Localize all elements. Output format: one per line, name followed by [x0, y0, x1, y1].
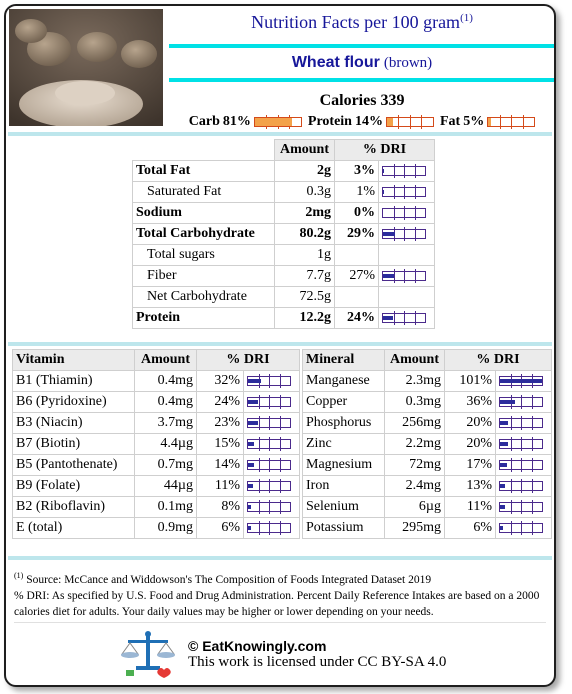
food-name-text: Wheat flour	[291, 54, 380, 71]
bar-tick	[269, 437, 270, 451]
vitamin-dri-bar-cell	[244, 371, 300, 392]
bar-tick	[521, 500, 522, 514]
bar-tick	[410, 115, 411, 129]
mineral-dri: 17%	[445, 455, 496, 476]
nutrient-amount: 80.2g	[275, 224, 335, 245]
macro-percent: 14%	[354, 114, 383, 129]
bar-fill	[500, 400, 515, 404]
amount-header: Amount	[275, 140, 335, 161]
vitamin-dri-bar-cell	[244, 497, 300, 518]
footnotes	[14, 568, 554, 620]
nutrient-name: Total sugars	[133, 245, 275, 266]
section-divider	[8, 342, 552, 346]
vitamin-dri-bar-cell	[244, 518, 300, 539]
bar-tick	[532, 458, 533, 472]
dri-bar	[382, 208, 426, 218]
bar-tick	[404, 206, 405, 220]
vitamin-dri-bar-cell	[244, 476, 300, 497]
mineral-amount: 6µg	[385, 497, 445, 518]
mineral-amount: 72mg	[385, 455, 445, 476]
mineral-dri: 101%	[445, 371, 496, 392]
bar-fill	[500, 379, 542, 383]
nutrient-row	[133, 308, 435, 329]
bar-tick	[532, 521, 533, 535]
macro-carb	[189, 114, 302, 130]
vitamin-row	[13, 497, 300, 518]
title-rule-bottom	[169, 78, 555, 82]
balance-scale-logo-icon	[116, 630, 180, 678]
dri-bar	[499, 376, 543, 386]
bar-tick	[532, 416, 533, 430]
nutrient-amount: 72.5g	[275, 287, 335, 308]
food-variant-text: (brown)	[383, 55, 433, 71]
macro-bar	[487, 117, 535, 127]
bar-tick	[415, 185, 416, 199]
bar-tick	[394, 164, 395, 178]
nutrient-dri: 29%	[335, 224, 379, 245]
bar-tick	[259, 500, 260, 514]
nutrients-corner	[133, 140, 275, 161]
mineral-dri-bar-cell	[496, 455, 552, 476]
source-footnote-marker: (1)	[14, 571, 24, 580]
bar-fill	[248, 379, 261, 383]
bar-tick	[259, 437, 260, 451]
nutrient-name: Fiber	[133, 266, 275, 287]
macro-percent: 5%	[463, 114, 485, 129]
mineral-row	[303, 392, 552, 413]
nutrient-amount: 12.2g	[275, 308, 335, 329]
title-footnote-marker: (1)	[460, 12, 473, 24]
mineral-amount: 295mg	[385, 518, 445, 539]
vitamin-name: B2 (Riboflavin)	[13, 497, 135, 518]
bar-tick	[280, 458, 281, 472]
mineral-name: Copper	[303, 392, 385, 413]
vitamin-dri-bar-cell	[244, 413, 300, 434]
bar-tick	[269, 374, 270, 388]
bar-tick	[511, 479, 512, 493]
bar-tick	[511, 115, 512, 129]
bar-fill	[383, 316, 393, 320]
bar-fill	[500, 526, 503, 530]
nutrient-dri-bar-cell	[379, 182, 435, 203]
vitamin-amount: 0.7mg	[135, 455, 197, 476]
bar-tick	[521, 437, 522, 451]
dri-bar	[247, 481, 291, 491]
dri-bar	[247, 460, 291, 470]
nutrient-name: Net Carbohydrate	[133, 287, 275, 308]
vitamin-name: B6 (Pyridoxine)	[13, 392, 135, 413]
bar-tick	[415, 206, 416, 220]
bar-tick	[280, 416, 281, 430]
vitamin-dri: 11%	[197, 476, 244, 497]
mineral-amount-header: Amount	[385, 350, 445, 371]
vitamin-dri: 8%	[197, 497, 244, 518]
bar-tick	[521, 416, 522, 430]
macro-percent: 81%	[222, 114, 251, 129]
nutrient-dri: 0%	[335, 203, 379, 224]
nutrient-dri-bar-cell	[379, 224, 435, 245]
footer-divider	[14, 622, 546, 623]
macro-protein	[308, 114, 434, 130]
mineral-row	[303, 476, 552, 497]
macro-label: Protein	[307, 114, 352, 129]
vitamin-row	[13, 413, 300, 434]
mineral-dri-bar-cell	[496, 476, 552, 497]
vitamin-amount: 0.9mg	[135, 518, 197, 539]
mineral-name: Magnesium	[303, 455, 385, 476]
dri-bar	[247, 397, 291, 407]
dri-bar	[247, 439, 291, 449]
nutrient-dri	[335, 287, 379, 308]
vitamin-name: E (total)	[13, 518, 135, 539]
dri-bar	[247, 376, 291, 386]
bar-tick	[511, 458, 512, 472]
vitamin-name: B5 (Pantothenate)	[13, 455, 135, 476]
bar-fill	[383, 232, 395, 236]
bar-tick	[415, 269, 416, 283]
nutrient-dri: 24%	[335, 308, 379, 329]
mineral-row	[303, 455, 552, 476]
nutrient-row	[133, 287, 435, 308]
mineral-amount: 0.3mg	[385, 392, 445, 413]
vitamin-amount: 44µg	[135, 476, 197, 497]
bar-tick	[511, 416, 512, 430]
mineral-header: Mineral	[303, 350, 385, 371]
dri-bar	[382, 187, 426, 197]
vitamin-name: B1 (Thiamin)	[13, 371, 135, 392]
vitamin-name: B3 (Niacin)	[13, 413, 135, 434]
nutrient-name: Sodium	[133, 203, 275, 224]
dri-bar	[247, 523, 291, 533]
dri-header: % DRI	[335, 140, 435, 161]
bar-tick	[415, 311, 416, 325]
bar-fill	[248, 421, 258, 425]
bar-tick	[521, 479, 522, 493]
nutrient-dri-bar-cell	[379, 287, 435, 308]
bar-tick	[280, 437, 281, 451]
mineral-name: Zinc	[303, 434, 385, 455]
dri-bar	[499, 502, 543, 512]
bar-fill	[248, 442, 254, 446]
mineral-name: Iron	[303, 476, 385, 497]
macro-fat	[440, 114, 535, 130]
vitamin-row	[13, 455, 300, 476]
attribution	[188, 638, 446, 671]
nutrient-row	[133, 203, 435, 224]
bar-tick	[532, 500, 533, 514]
bar-fill	[500, 442, 508, 446]
bar-tick	[532, 395, 533, 409]
bar-tick	[532, 437, 533, 451]
bar-tick	[259, 395, 260, 409]
vitamin-amount: 4.4µg	[135, 434, 197, 455]
nutrient-dri: 1%	[335, 182, 379, 203]
bar-tick	[259, 458, 260, 472]
bar-tick	[280, 374, 281, 388]
macro-label: Carb	[188, 114, 220, 129]
dri-bar	[499, 439, 543, 449]
bar-tick	[398, 115, 399, 129]
bar-fill	[387, 118, 393, 126]
food-name	[169, 54, 555, 72]
vitamin-name: B7 (Biotin)	[13, 434, 135, 455]
vitamin-row	[13, 392, 300, 413]
bar-tick	[511, 521, 512, 535]
nutrition-card	[4, 4, 556, 687]
vitamin-amount: 0.1mg	[135, 497, 197, 518]
bar-tick	[394, 311, 395, 325]
vitamin-row	[13, 371, 300, 392]
mineral-name: Phosphorus	[303, 413, 385, 434]
nutrient-amount: 2g	[275, 161, 335, 182]
bar-tick	[259, 416, 260, 430]
dri-bar	[382, 166, 426, 176]
calories-line	[169, 92, 555, 110]
dri-bar	[247, 418, 291, 428]
calories-label: Calories	[319, 92, 377, 109]
bar-tick	[404, 227, 405, 241]
nutrient-row	[133, 245, 435, 266]
bar-tick	[259, 479, 260, 493]
vitamin-dri-bar-cell	[244, 392, 300, 413]
bar-fill	[248, 400, 258, 404]
bar-fill	[383, 274, 394, 278]
vitamin-dri: 24%	[197, 392, 244, 413]
nutrient-dri-bar-cell	[379, 245, 435, 266]
bar-tick	[280, 479, 281, 493]
bar-tick	[280, 395, 281, 409]
bar-tick	[511, 437, 512, 451]
mineral-dri-header: % DRI	[445, 350, 552, 371]
mineral-dri: 11%	[445, 497, 496, 518]
bar-fill	[500, 484, 505, 488]
bar-tick	[404, 185, 405, 199]
bar-fill	[248, 526, 251, 530]
mineral-dri: 20%	[445, 434, 496, 455]
vitamin-amount: 3.7mg	[135, 413, 197, 434]
nutrient-dri: 27%	[335, 266, 379, 287]
bar-fill	[255, 118, 292, 126]
bar-tick	[269, 395, 270, 409]
bar-tick	[269, 521, 270, 535]
bar-tick	[421, 115, 422, 129]
bar-tick	[521, 395, 522, 409]
mineral-amount: 256mg	[385, 413, 445, 434]
dri-bar	[499, 460, 543, 470]
vitamin-amount: 0.4mg	[135, 392, 197, 413]
nutrient-row	[133, 161, 435, 182]
copyright-text: © EatKnowingly.com	[188, 638, 327, 654]
nutrient-dri-bar-cell	[379, 308, 435, 329]
mineral-dri: 20%	[445, 413, 496, 434]
title-text: Nutrition Facts per 100 gram	[251, 12, 461, 32]
vitamin-row	[13, 518, 300, 539]
nutrient-dri-bar-cell	[379, 203, 435, 224]
section-divider	[8, 556, 552, 560]
vitamin-dri-bar-cell	[244, 455, 300, 476]
vitamins-table	[12, 349, 300, 539]
bar-tick	[394, 185, 395, 199]
nutrients-table	[132, 139, 435, 329]
bar-tick	[280, 521, 281, 535]
nutrient-name: Protein	[133, 308, 275, 329]
mineral-row	[303, 497, 552, 518]
bar-tick	[280, 500, 281, 514]
mineral-name: Selenium	[303, 497, 385, 518]
dri-bar	[499, 397, 543, 407]
mineral-dri-bar-cell	[496, 413, 552, 434]
bar-tick	[269, 416, 270, 430]
vitamin-row	[13, 434, 300, 455]
vitamin-row	[13, 476, 300, 497]
nutrient-name: Total Fat	[133, 161, 275, 182]
minerals-table	[302, 349, 552, 539]
nutrient-dri	[335, 245, 379, 266]
dri-bar	[247, 502, 291, 512]
mineral-row	[303, 518, 552, 539]
dri-bar	[499, 523, 543, 533]
calories-value: 339	[380, 92, 405, 109]
bar-tick	[404, 311, 405, 325]
bar-tick	[269, 479, 270, 493]
bar-tick	[259, 521, 260, 535]
nutrient-row	[133, 182, 435, 203]
mineral-row	[303, 434, 552, 455]
mineral-amount: 2.2mg	[385, 434, 445, 455]
macro-bar	[254, 117, 302, 127]
dri-bar	[499, 481, 543, 491]
mineral-amount: 2.3mg	[385, 371, 445, 392]
mineral-dri-bar-cell	[496, 434, 552, 455]
nutrient-amount: 1g	[275, 245, 335, 266]
dri-footnote: % DRI: As specified by U.S. Food and Drug Administration. Percent Daily Reference Intakes are based on a 2000 calories diet for adults. Your daily values may be higher or lower depending on your needs.	[14, 589, 540, 618]
nutrient-dri-bar-cell	[379, 161, 435, 182]
nutrient-row	[133, 224, 435, 245]
mineral-dri-bar-cell	[496, 497, 552, 518]
mineral-name: Manganese	[303, 371, 385, 392]
vitamin-header: Vitamin	[13, 350, 135, 371]
source-text: Source: McCance and Widdowson's The Composition of Foods Integrated Dataset 2019	[26, 573, 432, 586]
license-text: This work is licensed under CC BY-SA 4.0	[188, 654, 447, 670]
bar-tick	[269, 458, 270, 472]
vitamin-dri-header: % DRI	[197, 350, 300, 371]
macro-breakdown	[169, 114, 555, 130]
vitamin-amount-header: Amount	[135, 350, 197, 371]
macro-bar	[386, 117, 434, 127]
vitamin-dri: 14%	[197, 455, 244, 476]
bar-tick	[532, 479, 533, 493]
bar-tick	[511, 500, 512, 514]
nutrient-name: Saturated Fat	[133, 182, 275, 203]
mineral-dri: 36%	[445, 392, 496, 413]
macro-label: Fat	[439, 114, 461, 129]
section-divider	[8, 132, 552, 136]
bar-fill	[500, 421, 508, 425]
bar-fill	[248, 463, 254, 467]
mineral-amount: 2.4mg	[385, 476, 445, 497]
bar-tick	[404, 164, 405, 178]
bar-fill	[248, 505, 251, 509]
bar-fill	[488, 118, 490, 126]
dri-bar	[382, 313, 426, 323]
vitamin-dri: 15%	[197, 434, 244, 455]
bar-fill	[500, 505, 505, 509]
vitamin-dri-bar-cell	[244, 434, 300, 455]
nutrient-amount: 2mg	[275, 203, 335, 224]
mineral-dri-bar-cell	[496, 371, 552, 392]
bar-tick	[521, 458, 522, 472]
vitamin-dri: 6%	[197, 518, 244, 539]
mineral-dri: 13%	[445, 476, 496, 497]
nutrient-dri-bar-cell	[379, 266, 435, 287]
mineral-row	[303, 413, 552, 434]
dri-bar	[382, 229, 426, 239]
vitamin-dri: 23%	[197, 413, 244, 434]
bar-tick	[521, 521, 522, 535]
dri-bar	[499, 418, 543, 428]
bar-tick	[394, 206, 395, 220]
bar-tick	[415, 227, 416, 241]
vitamin-name: B9 (Folate)	[13, 476, 135, 497]
bar-tick	[415, 164, 416, 178]
mineral-dri: 6%	[445, 518, 496, 539]
bar-tick	[523, 115, 524, 129]
nutrient-row	[133, 266, 435, 287]
nutrient-amount: 7.7g	[275, 266, 335, 287]
bar-tick	[500, 115, 501, 129]
nutrient-name: Total Carbohydrate	[133, 224, 275, 245]
mineral-name: Potassium	[303, 518, 385, 539]
bar-fill	[248, 484, 253, 488]
label-title	[169, 12, 555, 33]
dri-bar	[382, 271, 426, 281]
mineral-row	[303, 371, 552, 392]
mineral-dri-bar-cell	[496, 392, 552, 413]
source-footnote	[14, 568, 554, 588]
flour-photo	[9, 9, 163, 126]
vitamin-dri: 32%	[197, 371, 244, 392]
vitamin-amount: 0.4mg	[135, 371, 197, 392]
mineral-dri-bar-cell	[496, 518, 552, 539]
bar-fill	[500, 463, 507, 467]
bar-tick	[404, 269, 405, 283]
title-rule-top	[169, 44, 555, 48]
bar-tick	[269, 500, 270, 514]
bar-fill	[383, 169, 384, 173]
nutrient-amount: 0.3g	[275, 182, 335, 203]
nutrient-dri: 3%	[335, 161, 379, 182]
